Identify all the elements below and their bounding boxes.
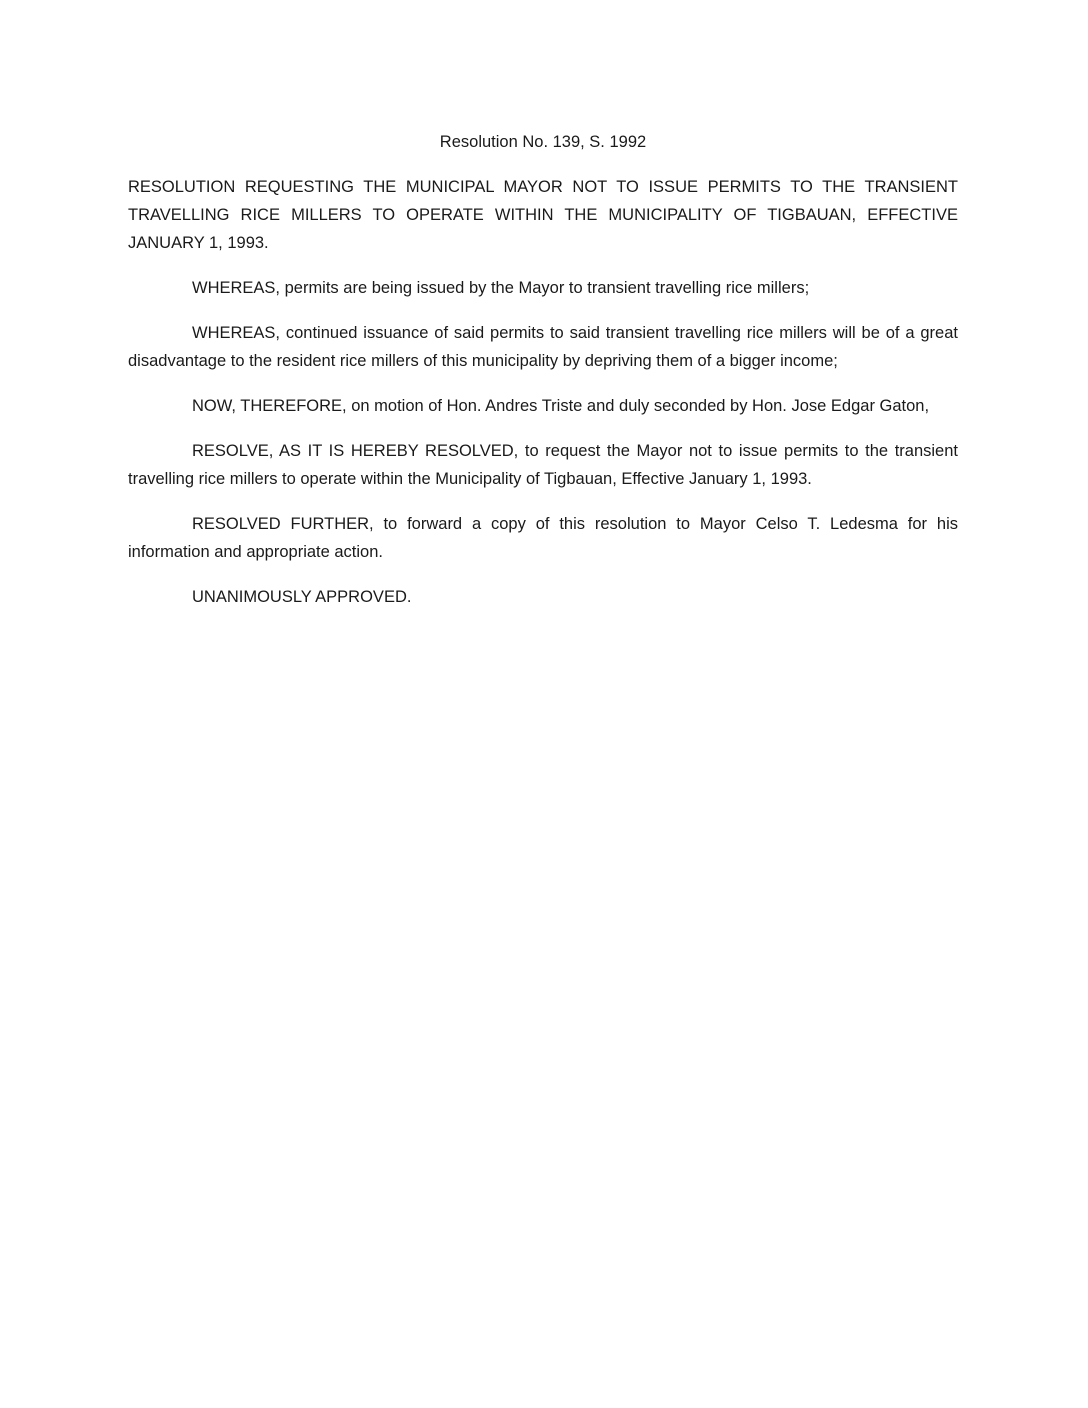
whereas-clause-2: WHEREAS, continued issuance of said permits to said transient travelling rice millers will be of a great disadvantage to the resident rice millers of this municipality by depriving them of a bigger income; xyxy=(128,324,958,370)
motion-clause: NOW, THEREFORE, on motion of Hon. Andres Triste and duly seconded by Hon. Jose Edgar Gaton, xyxy=(192,397,930,415)
document-body xyxy=(128,128,958,628)
approval-statement: UNANIMOUSLY APPROVED. xyxy=(192,588,412,606)
resolution-heading: RESOLUTION REQUESTING THE MUNICIPAL MAYOR NOT TO ISSUE PERMITS TO THE TRANSIENT TRAVELLING RICE MILLERS TO OPERATE WITHIN THE MUNICIPALITY OF TIGBAUAN, EFFECTIVE JANUARY 1, 1993. xyxy=(128,178,958,252)
resolution-title: Resolution No. 139, S. 1992 xyxy=(439,133,647,151)
whereas-clause-1: WHEREAS, permits are being issued by the Mayor to transient travelling rice millers; xyxy=(192,279,810,297)
resolved-further-clause: RESOLVED FURTHER, to forward a copy of this resolution to Mayor Celso T. Ledesma for his information and appropriate action. xyxy=(128,515,958,561)
resolve-clause: RESOLVE, AS IT IS HEREBY RESOLVED, to request the Mayor not to issue permits to the transient travelling rice millers to operate within the Municipality of Tigbauan, Effective January 1, 1993. xyxy=(128,442,958,488)
